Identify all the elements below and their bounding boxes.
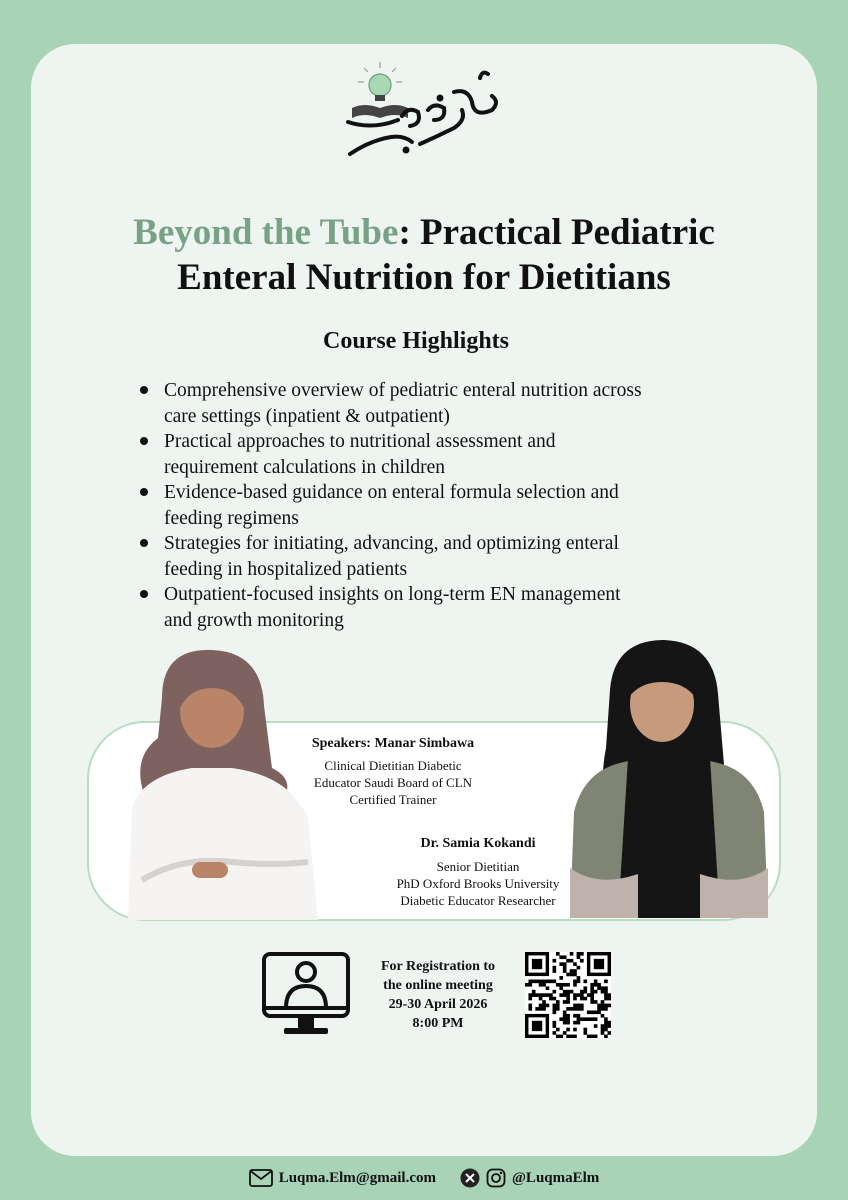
email-address: Luqma.Elm@gmail.com: [278, 1169, 436, 1186]
speaker2-role: PhD Oxford Brooks University: [396, 876, 560, 891]
x-icon: [460, 1168, 480, 1188]
social-handle: @LuqmaElm: [511, 1169, 600, 1186]
title-rest-line1: : Practical Pediatric: [398, 212, 715, 253]
highlights-heading: Course Highlights: [322, 328, 510, 354]
speaker1-role: Educator Saudi Board of CLN: [313, 775, 473, 790]
highlight-item: Outpatient-focused insights on long-term EN management and growth monitoring: [136, 582, 736, 633]
footer-email[interactable]: [249, 1169, 436, 1187]
speaker1-info: [286, 735, 500, 808]
registration-line: For Registration to: [380, 959, 496, 974]
speaker2-role: Diabetic Educator Researcher: [400, 893, 556, 908]
speaker2-role: Senior Dietitian: [436, 859, 520, 874]
instagram-icon: [486, 1168, 506, 1188]
online-meeting-icon: [260, 950, 352, 1042]
registration-time: 8:00 PM: [412, 1016, 464, 1031]
mail-icon: [249, 1169, 273, 1187]
qr-code[interactable]: [525, 952, 611, 1038]
speaker1-role: Certified Trainer: [349, 792, 437, 807]
registration-date: 29-30 April 2026: [388, 997, 488, 1012]
highlights-list: [136, 378, 736, 633]
speaker2-photo: [568, 638, 770, 918]
footer: [0, 1160, 848, 1196]
speaker1-name: Speakers: Manar Simbawa: [311, 736, 475, 751]
title-accent: Beyond the Tube: [133, 212, 399, 253]
footer-social[interactable]: [460, 1168, 599, 1188]
registration-line: the online meeting: [383, 978, 493, 993]
speaker2-info: [358, 835, 598, 909]
speaker1-role: Clinical Dietitian Diabetic: [324, 758, 462, 773]
registration-info: [356, 957, 520, 1033]
speaker2-name: Dr. Samia Kokandi: [420, 836, 536, 851]
lightbulb-book-icon: [342, 58, 502, 162]
highlight-item: Comprehensive overview of pediatric enteral nutrition across care settings (inpatient & outpatient): [136, 378, 736, 429]
title-line2: Enteral Nutrition for Dietitians: [177, 257, 671, 298]
highlight-item: Practical approaches to nutritional assessment and requirement calculations in children: [136, 429, 736, 480]
course-title: [0, 210, 848, 300]
highlight-item: Evidence-based guidance on enteral formula selection and feeding regimens: [136, 480, 736, 531]
highlight-item: Strategies for initiating, advancing, and optimizing enteral feeding in hospitalized patients: [136, 531, 736, 582]
